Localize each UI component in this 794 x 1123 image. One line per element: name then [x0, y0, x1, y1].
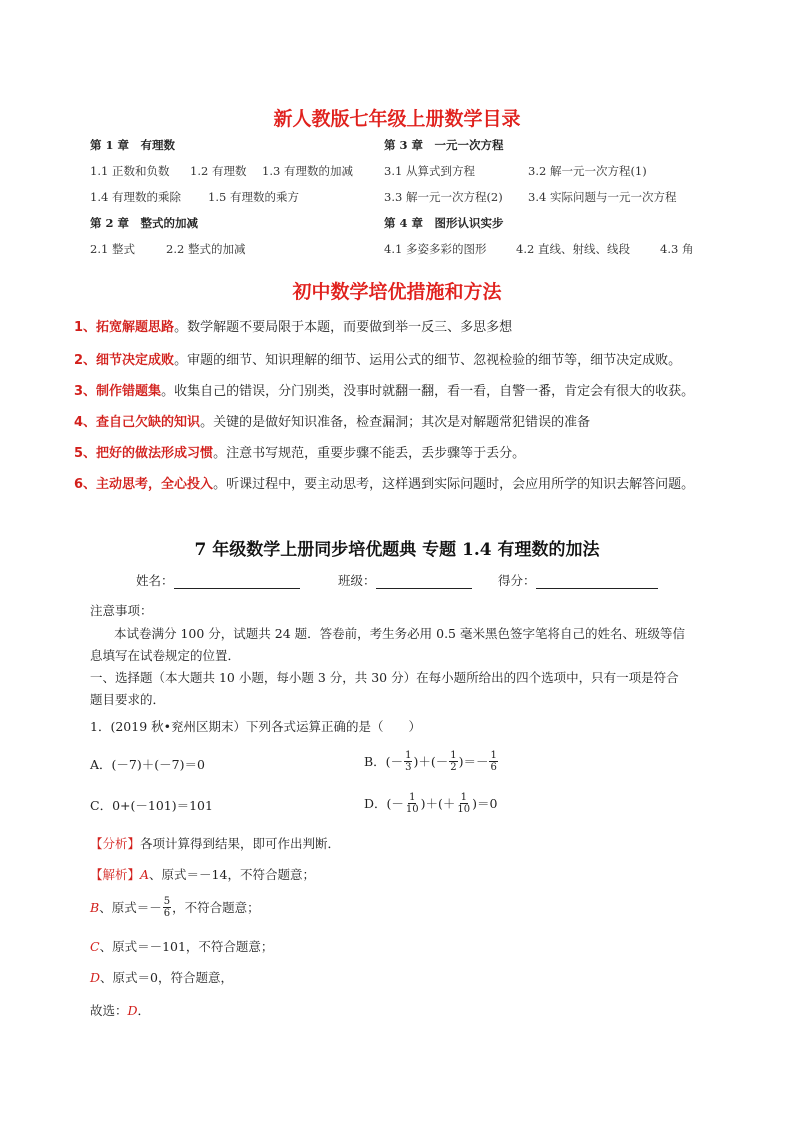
option-b	[364, 746, 499, 776]
solution-b	[90, 890, 260, 924]
toc-item: 1.1 正数和负数	[90, 164, 170, 178]
denominator: 10	[405, 803, 419, 815]
fraction	[489, 750, 497, 773]
tip-number: 2、	[74, 353, 97, 368]
solution-text: ，不符合题意；	[172, 900, 260, 915]
answer-text: 故选：	[90, 1003, 128, 1018]
tip-text: 。听课过程中，要主动思考，这样遇到实际问题时，会应用所学的知识去解答问题。	[213, 477, 695, 492]
solution-letter: D	[90, 970, 101, 985]
solution-letter: B	[90, 899, 100, 915]
solution-text: 、原式＝－101，不符合题意；	[99, 939, 274, 954]
answer-letter: D	[127, 1003, 138, 1018]
numerator: 1	[405, 749, 412, 761]
solution-letter: C	[90, 939, 100, 954]
numerator: 1	[409, 791, 416, 803]
class-label: 班级：	[338, 573, 376, 588]
toc-item: 3.1 从算式到方程	[384, 164, 475, 178]
notice-line: 息填写在试卷规定的位置．	[90, 648, 241, 663]
toc-item: 1.2 有理数	[190, 164, 247, 178]
toc-item: 4.1 多姿多彩的图形	[384, 242, 487, 256]
option-d-text: )＋(＋	[420, 796, 456, 811]
name-field	[136, 571, 300, 589]
toc-item: 4.3 角	[660, 242, 694, 256]
denominator: 3	[405, 761, 412, 773]
notice-label: 注意事项：	[90, 603, 153, 618]
tip-item	[74, 411, 590, 430]
analysis	[90, 834, 340, 852]
toc-item: 3.4 实际问题与一元一次方程	[528, 190, 677, 204]
toc-chapter-2: 第 2 章 整式的加减	[90, 216, 199, 230]
section-heading: 一、选择题（本大题共 10 小题，每小题 3 分，共 30 分）在每小题所给出的四个选项中，只有一项是符合	[90, 670, 679, 685]
solution-letter: A	[140, 867, 150, 882]
option-d	[364, 788, 497, 818]
tip-number: 5、	[74, 446, 97, 461]
tip-item	[74, 442, 525, 461]
tip-number: 3、	[74, 384, 97, 399]
tips-title: 初中数学培优措施和方法	[292, 281, 502, 303]
numerator: 5	[163, 895, 171, 907]
option-d-text: )＝0	[472, 796, 498, 811]
tip-text: 。数学解题不要局限于本题，而要做到举一反三、多思多想	[174, 320, 513, 335]
tip-head: 把好的做法形成习惯	[96, 446, 214, 461]
denominator: 2	[450, 761, 457, 773]
tip-item	[74, 380, 694, 399]
tip-text: 。关键的是做好知识准备，检查漏洞；其次是对解题常犯错误的准备	[200, 415, 591, 430]
score-label: 得分：	[498, 573, 536, 588]
tip-text: 。收集自己的错误，分门别类，没事时就翻一翻，看一看，自警一番，肯定会有很大的收获。	[161, 384, 695, 399]
name-label: 姓名：	[136, 573, 174, 588]
tip-head: 拓宽解题思路	[96, 320, 175, 335]
denominator: 6	[163, 907, 171, 919]
tip-item	[74, 473, 694, 492]
solution-tag: 【解析】	[90, 867, 141, 882]
option-b-text: )＋(－	[413, 754, 449, 769]
analysis-tag: 【分析】	[90, 836, 141, 851]
toc-item: 1.3 有理数的加减	[262, 164, 353, 178]
name-input-line[interactable]	[174, 574, 300, 589]
solution-c	[90, 937, 273, 955]
tip-number: 4、	[74, 415, 97, 430]
tip-head: 制作错题集	[96, 384, 162, 399]
toc-item: 2.2 整式的加减	[166, 242, 246, 256]
fraction	[449, 750, 457, 773]
class-field	[338, 571, 472, 589]
fraction	[404, 750, 412, 773]
option-b-text: B．(－	[364, 754, 404, 769]
fraction	[405, 792, 420, 815]
solution-text: 、原式＝0，符合题意，	[100, 970, 233, 985]
tip-head: 查自己欠缺的知识	[96, 415, 201, 430]
toc-item: 1.4 有理数的乘除	[90, 190, 181, 204]
answer-text: ．	[137, 1003, 151, 1018]
tip-number: 1、	[74, 320, 97, 335]
tip-head: 细节决定成败	[96, 353, 175, 368]
toc-item: 1.5 有理数的乘方	[208, 190, 299, 204]
tip-number: 6、	[74, 477, 97, 492]
tip-item	[74, 349, 681, 368]
denominator: 10	[457, 803, 471, 815]
exam-title: 7 年级数学上册同步培优题典 专题 1.4 有理数的加法	[194, 540, 600, 560]
option-a: A．(－7)＋(－7)＝0	[90, 757, 205, 772]
solution-text: 、原式＝－14，不符合题意；	[149, 867, 315, 882]
option-b-text: )＝－	[458, 754, 489, 769]
solution-a	[90, 865, 315, 883]
toc-chapter-3: 第 3 章 一元一次方程	[384, 138, 504, 152]
toc-chapter-1: 第 1 章 有理数	[90, 138, 176, 152]
notice-line: 本试卷满分 100 分，试题共 24 题．答卷前，考生务必用 0.5 毫米黑色签字笔将自己的姓名、班级等信	[114, 626, 685, 641]
question-1: 1．(2019 秋•兖州区期末）下列各式运算正确的是（ ）	[90, 719, 421, 734]
numerator: 1	[460, 791, 467, 803]
solution-text: 、原式＝－	[99, 900, 162, 915]
numerator: 1	[490, 749, 497, 761]
section-heading: 题目要求的．	[90, 692, 166, 707]
toc-title: 新人教版七年级上册数学目录	[273, 108, 521, 130]
fraction	[456, 792, 471, 815]
class-input-line[interactable]	[376, 574, 472, 589]
tip-head: 主动思考，全心投入	[96, 477, 214, 492]
tip-item	[74, 316, 512, 335]
option-c: C．0+(－101)＝101	[90, 798, 213, 813]
toc-chapter-4: 第 4 章 图形认识实步	[384, 216, 504, 230]
numerator: 1	[450, 749, 457, 761]
score-field	[498, 571, 658, 589]
denominator: 6	[490, 761, 497, 773]
toc-item: 2.1 整式	[90, 242, 135, 256]
solution-d	[90, 968, 233, 986]
answer	[90, 1001, 150, 1019]
analysis-text: 各项计算得到结果，即可作出判断．	[140, 836, 341, 851]
fraction	[163, 896, 171, 919]
option-d-text: D．(－	[364, 796, 404, 811]
toc-item: 3.3 解一元一次方程(2)	[384, 190, 503, 204]
tip-text: 。注意书写规范，重要步骤不能丢，丢步骤等于丢分。	[213, 446, 526, 461]
score-input-line[interactable]	[536, 574, 658, 589]
toc-item: 3.2 解一元一次方程(1)	[528, 164, 647, 178]
toc-item: 4.2 直线、射线、线段	[516, 242, 630, 256]
tip-text: 。审题的细节、知识理解的细节、运用公式的细节、忽视检验的细节等，细节决定成败。	[174, 353, 682, 368]
